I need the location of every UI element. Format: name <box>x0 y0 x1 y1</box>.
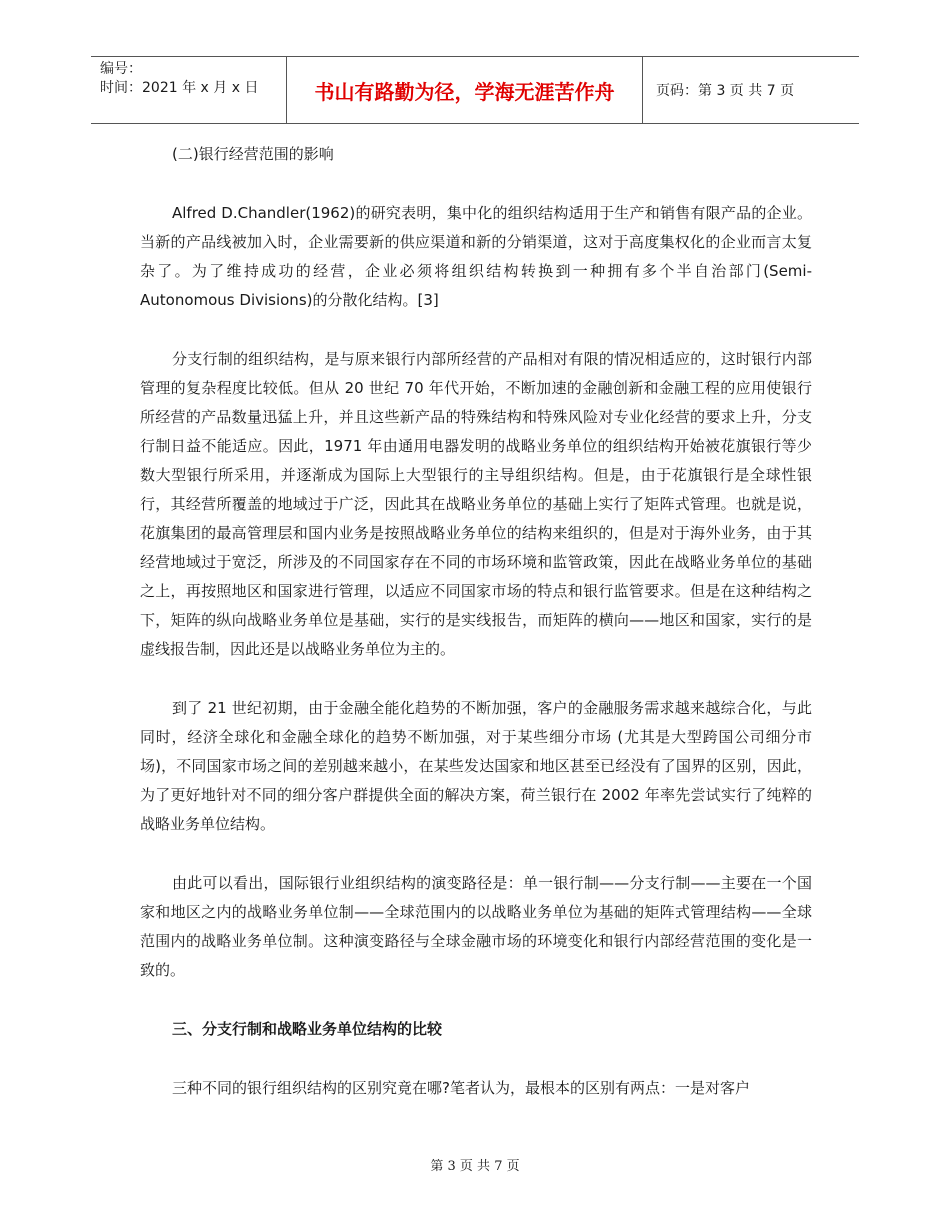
header-motto: 书山有路勤为径，学海无涯苦作舟 <box>286 57 643 123</box>
section-title: (二)银行经营范围的影响 <box>172 145 334 163</box>
paragraph-2: 分支行制的组织结构，是与原来银行内部所经营的产品相对有限的情况相适应的，这时银行内部管理的复杂程度比较低。但从 20 世纪 70 年代开始，不断加速的金融创新和金融工程的应用使银行所经营的产品数量迅猛上升，并且这些新产品的特殊结构和特殊风险对专业化经营的要求上升，分支行制日益不能适应。因此，1971 年由通用电器发明的战略业务单位的组织结构开始被花旗银行等少数大型银行所采用，并逐渐成为国际上大型银行的主导组织结构。但是，由于花旗银行是全球性银行，其经营所覆盖的地域过于广泛，因此其在战略业务单位的基础上实行了矩阵式管理。也就是说，花旗集团的最高管理层和国内业务是按照战略业务单位的结构来组织的，但是对于海外业务，由于其经营地域过于宽泛，所涉及的不同国家存在不同的市场环境和监管政策，因此在战略业务单位的基础之上，再按照地区和国家进行管理，以适应不同国家市场的特点和银行监管要求。但是在这种结构之下，矩阵的纵向战略业务单位是基础，实行的是实线报告，而矩阵的横向——地区和国家，实行的是虚线报告制，因此还是以战略业务单位为主的。 <box>140 350 812 658</box>
paragraph-1: Alfred D.Chandler(1962)的研究表明，集中化的组织结构适用于生产和销售有限产品的企业。当新的产品线被加入时，企业需要新的供应渠道和新的分销渠道，这对于高度集权化的企业而言太复杂了。为了维持成功的经营，企业必须将组织结构转换到一种拥有多个半自治部门(Semi-Autonomous Divisions)的分散化结构。[3] <box>140 204 812 309</box>
paragraph-5: 三种不同的银行组织结构的区别究竟在哪?笔者认为，最根本的区别有两点：一是对客户 <box>172 1079 750 1097</box>
page-header <box>91 56 859 124</box>
header-page-info: 页码：第 3 页 共 7 页 <box>656 83 795 99</box>
document-number-label: 编号： <box>100 61 142 77</box>
page-footer: 第 3 页 共 7 页 <box>430 1159 520 1174</box>
document-time-label: 时间：2021 年 x 月 x 日 <box>100 80 259 96</box>
section-heading-three: 三、分支行制和战略业务单位结构的比较 <box>172 1020 443 1038</box>
document-body <box>140 140 812 1103</box>
paragraph-4: 由此可以看出，国际银行业组织结构的演变路径是：单一银行制——分支行制——主要在一个国家和地区之内的战略业务单位制——全球范围内的以战略业务单位为基础的矩阵式管理结构——全球范围内的战略业务单位制。这种演变路径与全球金融市场的环境变化和银行内部经营范围的变化是一致的。 <box>140 874 812 979</box>
header-meta <box>91 57 286 123</box>
paragraph-3: 到了 21 世纪初期，由于金融全能化趋势的不断加强，客户的金融服务需求越来越综合化，与此同时，经济全球化和金融全球化的趋势不断加强，对于某些细分市场 (尤其是大型跨国公司细分市场)，不同国家市场之间的差别越来越小，在某些发达国家和地区甚至已经没有了国界的区别，因此，为了更好地针对不同的细分客户群提供全面的解决方案，荷兰银行在 2002 年率先尝试实行了纯粹的战略业务单位结构。 <box>140 699 812 833</box>
